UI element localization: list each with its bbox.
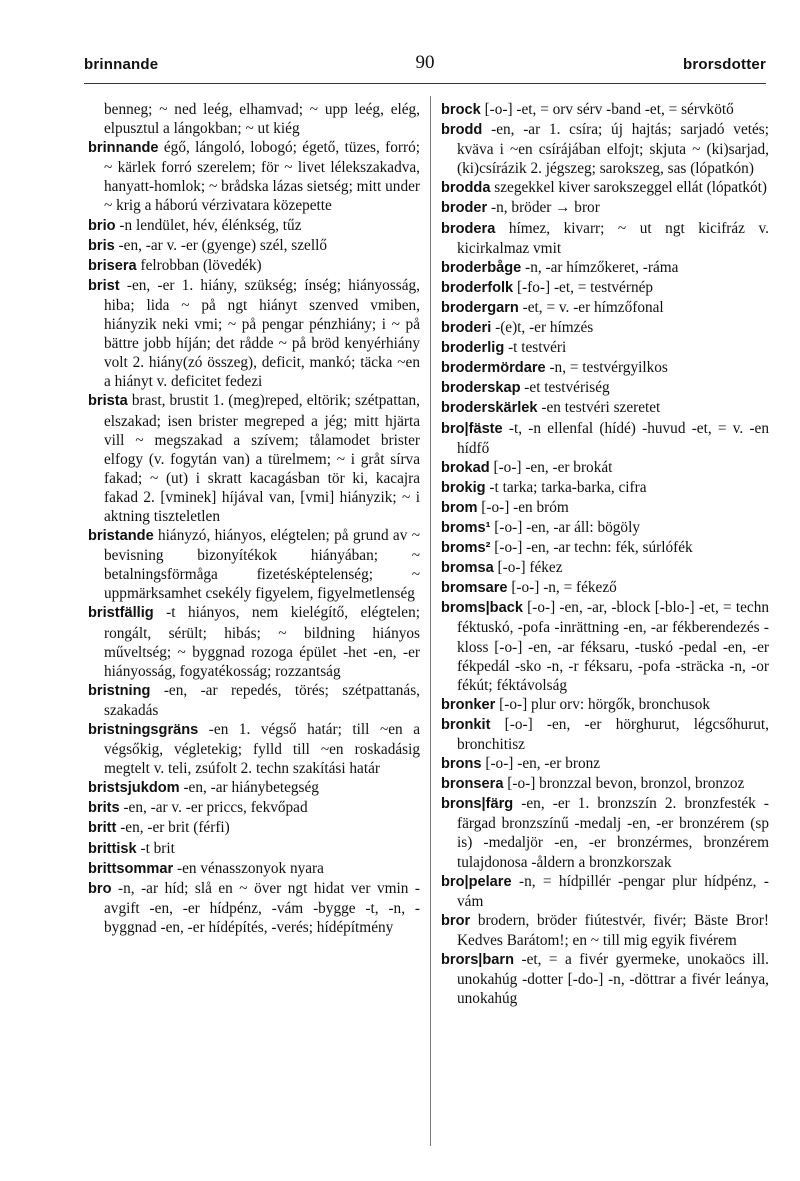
entry-text: [-o-] -en, -ar áll: bögöly	[490, 518, 640, 536]
entry-text: -n, -ar hímzőkeret, -ráma	[521, 258, 679, 276]
entry-text: -en, -ar hiánybetegség	[179, 779, 319, 797]
entry-text: -n, -ar híd; slå en ~ över ngt hidat ver vmin -avgift -en, -er hídpénz, -vám -bygge -t, -n, -byggnad -en, -er hídépítés, -verés; hídépítmény	[104, 879, 420, 936]
entry-text: [-o-] bronzzal bevon, bronzol, bronzoz	[503, 775, 745, 793]
dictionary-entry	[441, 794, 769, 871]
entry-text: -t, -n ellenfal (hídé) -huvud -et, = v. -en hídfő	[457, 419, 769, 457]
entry-text: szegekkel kiver sarokszeggel ellát (lópatkót)	[490, 179, 767, 197]
entry-text: -n, bröder → bror	[487, 199, 600, 217]
entry-headword: bristande	[88, 528, 154, 545]
entry-text: [-o-] -en, -er hörghurut, légcsőhurut, bronchitisz	[457, 715, 769, 753]
entry-text: [-o-] fékez	[493, 559, 563, 577]
entry-text: -t brit	[136, 839, 175, 857]
entry-headword: bronsera	[441, 776, 504, 793]
entry-headword: brodermördare	[441, 360, 546, 377]
entry-headword: broderlig	[441, 340, 505, 357]
entry-text: [-o-] -n, = fékező	[507, 579, 617, 597]
entry-headword: brokig	[441, 479, 486, 496]
dictionary-entry	[441, 258, 769, 278]
entry-text: -en, -er brit (férfi)	[116, 819, 230, 837]
entry-text: -et, = v. -er hímzőfonal	[518, 298, 664, 316]
entry-text: [-fo-] -et, = testvérnép	[513, 278, 654, 296]
entry-headword: broms¹	[441, 519, 491, 536]
entry-text: [-o-] -et, = orv sérv -band -et, = sérvkötő	[480, 101, 734, 118]
dictionary-entry	[441, 278, 769, 298]
entry-text: brodern, bröder fiútestvér, fivér; Bäste Bror! Kedves Barátom!; en ~ till mig egyik fivérem	[457, 911, 769, 949]
dictionary-entry	[441, 498, 769, 518]
entry-headword: broms²	[441, 540, 491, 557]
dictionary-entry	[441, 100, 769, 120]
dictionary-entry	[441, 715, 769, 754]
entry-text: [-o-] -en, -er bronz	[481, 755, 601, 773]
entry-text: -en 1. végső határ; till ~en a végsőkig, végletekig; fylld till ~en roskadásig megtelt v. teli, zsúfolt 2. techn szakítási határ	[104, 721, 420, 778]
entry-text: -et, = a fivér gyermeke, unokaöcs ill. unokahúg -dotter [-do-] -n, -döttrar a fivér leánya, unokahúg	[457, 951, 769, 1008]
entry-headword: brinnande	[88, 140, 159, 157]
entry-headword: brits	[88, 800, 120, 817]
entry-headword: broder	[441, 200, 488, 217]
dictionary-entry	[88, 526, 420, 603]
dictionary-entry	[441, 872, 769, 911]
dictionary-entry	[441, 478, 769, 498]
entry-headword: bromsa	[441, 560, 494, 577]
entry-headword: brons|färg	[441, 796, 514, 813]
entry-headword: brokad	[441, 459, 490, 476]
dictionary-entry	[441, 754, 769, 774]
entry-text: -en, -er 1. hiány, szükség; ínség; hiányosság, hiba; lida ~ på ngt hiányt szenved vmiben, hiányzik neki vmi; ~ på pengar pénzhiány; i ~ på bättre jobb híján; det rådde ~ på bröd kenyérhiány volt 2. hiány(zó összeg), deficit, mankó; täcka ~en a hiányt v. deficitet fedezi	[104, 276, 420, 391]
entry-headword: brodd	[441, 122, 483, 139]
entry-text: -en, -ar repedés, törés; szétpattanás, szakadás	[104, 681, 420, 719]
entry-headword: bro|fäste	[441, 420, 503, 437]
entry-text: benneg; ~ ned leég, elhamvad; ~ upp leég, elég, elpusztul a lángokban; ~ ut kiég	[104, 101, 420, 138]
entry-text: -en testvéri szeretet	[537, 399, 661, 417]
dictionary-entry	[441, 558, 769, 578]
entry-text: [-o-] -en, -ar, -block [-blo-] -et, = techn féktuskó, -pofa -inrättning -en, -ar fékberendezés -kloss [-o-] -en, -ar féksaru, -tuskó -pedal -en, -er fékpedál -sko -n, -r féksaru, -pofa -sträcka -n, -or fékút; féktávolság	[457, 599, 769, 694]
entry-text: -en, -ar 1. csíra; új hajtás; sarjadó vetés; kväva i ~en csírájában elfojt; skjuta ~ (ki)sarjad, (ki)csírázik 2. jégszeg; sarokszeg, sas (lópatkón)	[457, 121, 769, 178]
dictionary-entry	[88, 879, 420, 937]
dictionary-entry	[441, 358, 769, 378]
dictionary-entry	[441, 695, 769, 715]
dictionary-entry	[441, 219, 769, 258]
entry-headword: bror	[441, 912, 471, 929]
entry-headword: broderskap	[441, 380, 521, 397]
entry-headword: brio	[88, 217, 116, 234]
entry-text: -et testvériség	[520, 379, 610, 397]
dictionary-entry	[441, 398, 769, 418]
entry-text: [-o-] plur orv: hörgők, bronchusok	[495, 695, 711, 713]
dictionary-entry	[88, 681, 420, 720]
dictionary-entry	[441, 120, 769, 178]
entry-text: felrobban (lövedék)	[136, 256, 262, 274]
dictionary-entry	[441, 338, 769, 358]
entry-headword: bris	[88, 237, 115, 254]
entry-headword: brist	[88, 277, 120, 294]
entry-headword: brittisk	[88, 840, 137, 857]
entry-headword: brock	[441, 102, 481, 118]
entry-continuation	[88, 100, 420, 138]
entry-headword: brors|barn	[441, 952, 515, 969]
entry-text: [-o-] -en bróm	[477, 498, 569, 516]
dictionary-entry	[441, 578, 769, 598]
dictionary-entry	[441, 419, 769, 458]
entry-text: -n, = hídpillér -pengar plur hídpénz, -vám	[457, 872, 769, 910]
entry-headword: bronker	[441, 696, 496, 713]
dictionary-entry	[88, 720, 420, 778]
dictionary-entry	[88, 818, 420, 838]
entry-headword: bromsare	[441, 580, 508, 597]
dictionary-entry	[88, 256, 420, 276]
entry-text: [-o-] -en, -er brokát	[489, 458, 613, 476]
dictionary-entry	[88, 859, 420, 879]
dictionary-entry	[441, 178, 769, 198]
entry-headword: bristningsgräns	[88, 722, 199, 738]
dictionary-entry	[88, 216, 420, 236]
entry-headword: brodergarn	[441, 299, 519, 316]
page-number: 90	[415, 52, 435, 73]
entry-headword: britt	[88, 820, 117, 837]
dictionary-entry	[441, 378, 769, 398]
right-guide-word: brorsdotter	[682, 56, 766, 73]
entry-text: -n lendület, hév, élénkség, tűz	[115, 216, 302, 234]
dictionary-entry	[441, 598, 769, 694]
dictionary-entry	[441, 538, 769, 558]
entry-headword: broderfolk	[441, 279, 514, 296]
entry-text: hímez, kivarr; ~ ut ngt kicifráz v. kicirkalmaz vmit	[457, 219, 769, 257]
entry-headword: bro|pelare	[441, 873, 512, 890]
column-divider	[430, 96, 431, 1146]
dictionary-entry	[441, 774, 769, 794]
dictionary-entry	[88, 276, 420, 392]
entry-headword: brisera	[88, 257, 137, 274]
entry-text: -en, -ar v. -er (gyenge) szél, szellő	[114, 236, 327, 254]
dictionary-entry	[441, 518, 769, 538]
entry-text: -(e)t, -er hímzés	[491, 319, 594, 337]
entry-text: brast, brustit 1. (meg)reped, eltörik; szétpattan, elszakad; isen brister megreped a jég; mitt hjärta vill ~ megszakad a szívem; tålamodet brister elfogy (v. fogytán van) a türelmem; ~ i gråt sírva fakad; ~ (ut) i skratt kacagásban tör ki, kacajra fakad 2. [vminek] híjával van, [vmi] hiányzik; ~ i aktning tiszteletlen	[104, 392, 420, 525]
dictionary-entry	[88, 603, 420, 680]
left-column	[88, 100, 420, 937]
entry-headword: brom	[441, 499, 478, 516]
entry-headword: broms|back	[441, 600, 523, 617]
entry-text: égő, lángoló, lobogó; égető, tüzes, forró; ~ kärlek forró szerelem; för ~ livet lélekszakadva, hanyatt-homlok; ~ brådska lázas sietség; mitt under ~ krig a háború vérzivatara közepette	[104, 139, 420, 215]
dictionary-entry	[441, 950, 769, 1008]
entry-headword: bristsjukdom	[88, 780, 180, 797]
dictionary-entry	[441, 298, 769, 318]
entry-headword: bristning	[88, 682, 151, 699]
dictionary-entry	[88, 839, 420, 859]
left-guide-word: brinnande	[84, 56, 159, 73]
entry-text: -en, -ar v. -er priccs, fekvőpad	[119, 799, 308, 817]
dictionary-entry	[88, 236, 420, 256]
entry-headword: brodera	[441, 220, 496, 237]
dictionary-entry	[88, 798, 420, 818]
entry-text: -n, = testvérgyilkos	[545, 359, 668, 377]
dictionary-entry	[88, 778, 420, 798]
entry-text: -en, -er 1. bronzszín 2. bronzfesték -färgad bronzszínű -medalj -en, -er bronzérem (sp is) -medaljör -en, -er bronzérmes, bronzérem tulajdonosa -åldern a bronzkorszak	[457, 795, 769, 871]
entry-text: [-o-] -en, -ar techn: fék, súrlófék	[490, 539, 693, 557]
dictionary-entry	[441, 911, 769, 950]
dictionary-entry	[441, 458, 769, 478]
dictionary-entry	[88, 138, 420, 215]
entry-headword: bro	[88, 880, 112, 897]
dictionary-entry	[88, 391, 420, 526]
entry-headword: broderskärlek	[441, 400, 538, 417]
entry-headword: brodda	[441, 180, 491, 197]
entry-text: -t testvéri	[504, 339, 567, 357]
entry-headword: bristfällig	[88, 605, 154, 622]
page-header	[84, 54, 766, 78]
right-column	[441, 100, 769, 1008]
entry-text: -en vénasszonyok nyara	[173, 859, 324, 877]
entry-headword: brons	[441, 756, 482, 773]
entry-headword: brista	[88, 393, 128, 410]
dictionary-entry	[441, 318, 769, 338]
header-rule	[84, 83, 766, 84]
entry-headword: broderbåge	[441, 259, 522, 276]
entry-text: hiányzó, hiányos, elégtelen; på grund av ~ bevisning bizonyítékok hiányában; ~ betalningsförmåga fizetésképtelenség; ~ uppmärksamhet csekély figyelem, figyelmetlenség	[104, 527, 420, 603]
entry-headword: bronkit	[441, 716, 491, 733]
dictionary-entry	[441, 198, 769, 218]
entry-text: -t hiányos, nem kielégítő, elégtelen; rongált, sérült; hibás; ~ bildning hiányos műveltség; ~ byggnad rozoga épület -het -en, -er hiányosság, fogyatékosság; rozzantság	[104, 604, 420, 680]
entry-text: -t tarka; tarka-barka, cifra	[485, 478, 647, 496]
entry-headword: broderi	[441, 320, 492, 337]
entry-headword: brittsommar	[88, 860, 174, 877]
